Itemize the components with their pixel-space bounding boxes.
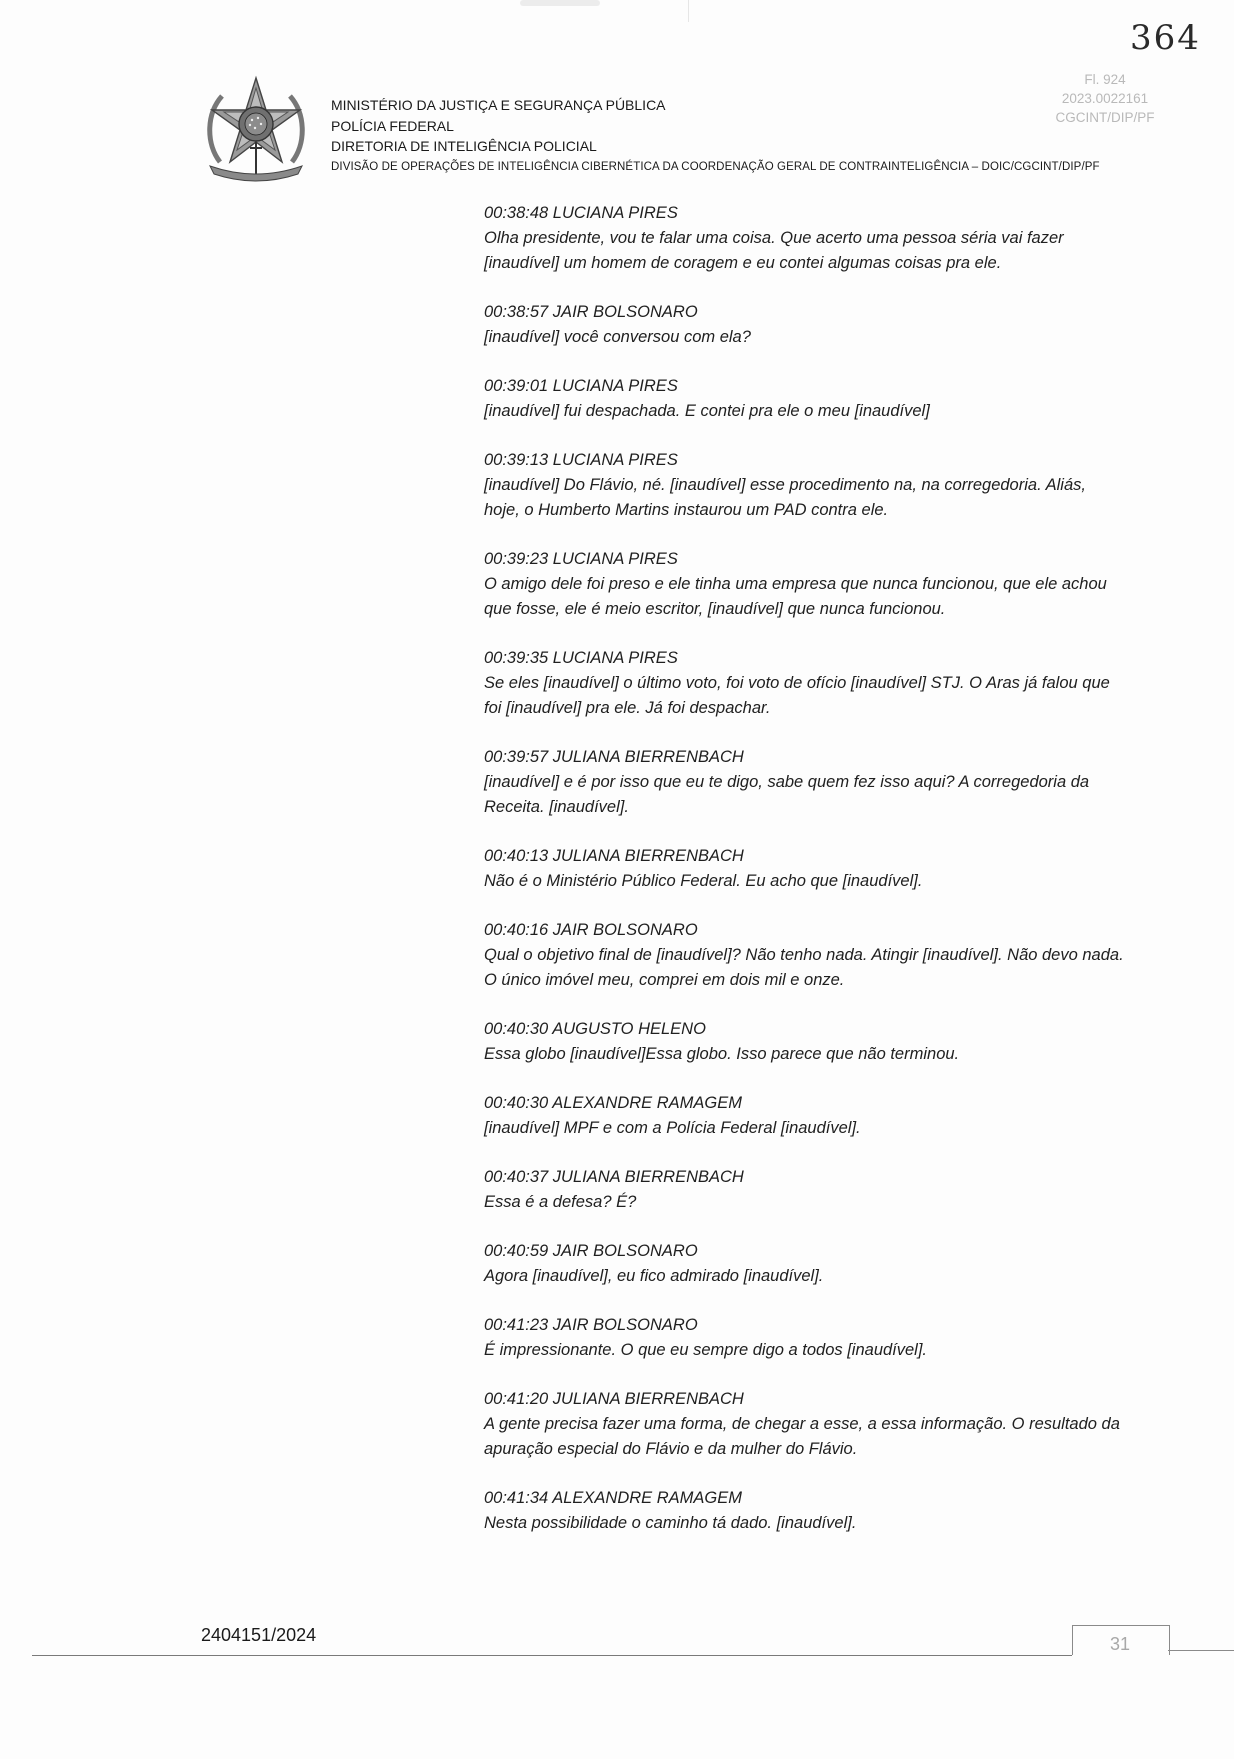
entry-text: Não é o Ministério Público Federal. Eu acho que [inaudível]. (484, 872, 923, 890)
entry-speaker: 00:39:13 LUCIANA PIRES (484, 451, 678, 469)
header-ministry: MINISTÉRIO DA JUSTIÇA E SEGURANÇA PÚBLICA (331, 97, 666, 113)
transcript-entry (484, 1387, 1124, 1462)
stamp-unit: CGCINT/DIP/PF (1055, 110, 1155, 125)
entry-speaker: 00:40:59 JAIR BOLSONARO (484, 1242, 698, 1260)
stamp-process: 2023.0022161 (1061, 91, 1149, 106)
transcript-entry (484, 374, 1124, 424)
entry-text: Agora [inaudível], eu fico admirado [inaudível]. (484, 1267, 824, 1285)
transcript (484, 201, 1124, 1560)
scan-mark (688, 0, 689, 22)
transcript-entry (484, 1091, 1124, 1141)
entry-speaker: 00:40:30 ALEXANDRE RAMAGEM (484, 1094, 742, 1112)
page-number: 31 (1109, 1634, 1131, 1654)
entry-text: Essa é a defesa? É? (484, 1193, 637, 1211)
brazil-coat-of-arms-icon (200, 74, 312, 186)
stamp-folio: Fl. 924 (1084, 72, 1126, 87)
header-police: POLÍCIA FEDERAL (331, 117, 454, 134)
entry-text: O amigo dele foi preso e ele tinha uma empresa que nunca funcionou, que ele achou que fosse, ele é meio escritor, [inaudível] que nunca funcionou. (484, 575, 1107, 618)
entry-text: Nesta possibilidade o caminho tá dado. [inaudível]. (484, 1514, 857, 1532)
entry-text: Essa globo [inaudível]Essa globo. Isso parece que não terminou. (484, 1045, 960, 1063)
entry-text: A gente precisa fazer uma forma, de chegar a esse, a essa informação. O resultado da apuração especial do Flávio e da mulher do Flávio. (484, 1415, 1120, 1458)
footer-divider-right (1168, 1650, 1234, 1651)
entry-speaker: 00:41:23 JAIR BOLSONARO (484, 1316, 698, 1334)
folio-stamp (1040, 70, 1170, 127)
entry-text: [inaudível] e é por isso que eu te digo, sabe quem fez isso aqui? A corregedoria da Receita. [inaudível]. (484, 773, 1090, 816)
transcript-entry (484, 1017, 1124, 1067)
transcript-entry (484, 448, 1124, 523)
transcript-entry (484, 300, 1124, 350)
transcript-entry (484, 201, 1124, 276)
entry-text: É impressionante. O que eu sempre digo a todos [inaudível]. (484, 1341, 928, 1359)
entry-speaker: 00:40:13 JULIANA BIERRENBACH (484, 847, 744, 865)
entry-speaker: 00:38:57 JAIR BOLSONARO (484, 303, 698, 321)
transcript-entry (484, 547, 1124, 622)
transcript-entry (484, 918, 1124, 993)
entry-speaker: 00:41:34 ALEXANDRE RAMAGEM (484, 1489, 742, 1507)
footer-divider (32, 1655, 1072, 1656)
document-number: 2404151/2024 (201, 1625, 317, 1645)
entry-speaker: 00:39:57 JULIANA BIERRENBACH (484, 748, 744, 766)
entry-text: [inaudível] você conversou com ela? (484, 328, 751, 346)
handwritten-page-number: 364 (1130, 18, 1201, 58)
entry-speaker: 00:40:16 JAIR BOLSONARO (484, 921, 698, 939)
entry-speaker: 00:38:48 LUCIANA PIRES (484, 204, 678, 222)
entry-speaker: 00:39:01 LUCIANA PIRES (484, 377, 678, 395)
entry-text: [inaudível] Do Flávio, né. [inaudível] esse procedimento na, na corregedoria. Aliás, hoje, o Humberto Martins instaurou um PAD contra ele. (484, 476, 1086, 519)
header-division: DIVISÃO DE OPERAÇÕES DE INTELIGÊNCIA CIBERNÉTICA DA COORDENAÇÃO GERAL DE CONTRAINTELIGÊNCIA – DOIC/CGCINT/DIP/PF (331, 160, 1100, 173)
header-institution (331, 95, 1100, 177)
transcript-entry (484, 1486, 1124, 1536)
entry-speaker: 00:40:30 AUGUSTO HELENO (484, 1020, 706, 1038)
transcript-entry (484, 1313, 1124, 1363)
entry-speaker: 00:39:23 LUCIANA PIRES (484, 550, 678, 568)
header-directorate: DIRETORIA DE INTELIGÊNCIA POLICIAL (331, 138, 597, 154)
entry-text: Olha presidente, vou te falar uma coisa. Que acerto uma pessoa séria vai fazer [inaudível] um homem de coragem e eu contei algumas coisas pra ele. (484, 229, 1064, 272)
entry-speaker: 00:40:37 JULIANA BIERRENBACH (484, 1168, 744, 1186)
transcript-entry (484, 1165, 1124, 1215)
entry-text: Qual o objetivo final de [inaudível]? Não tenho nada. Atingir [inaudível]. Não devo nada. O único imóvel meu, comprei em dois mil e onze. (484, 946, 1124, 989)
entry-text: [inaudível] fui despachada. E contei pra ele o meu [inaudível] (484, 402, 930, 420)
transcript-entry (484, 646, 1124, 721)
entry-text: [inaudível] MPF e com a Polícia Federal [inaudível]. (484, 1119, 861, 1137)
transcript-entry (484, 745, 1124, 820)
entry-speaker: 00:41:20 JULIANA BIERRENBACH (484, 1390, 744, 1408)
entry-text: Se eles [inaudível] o último voto, foi voto de ofício [inaudível] STJ. O Aras já falou que foi [inaudível] pra ele. Já foi despachar. (484, 674, 1110, 717)
entry-speaker: 00:39:35 LUCIANA PIRES (484, 649, 678, 667)
transcript-entry (484, 844, 1124, 894)
scan-smudge (520, 0, 600, 6)
transcript-entry (484, 1239, 1124, 1289)
